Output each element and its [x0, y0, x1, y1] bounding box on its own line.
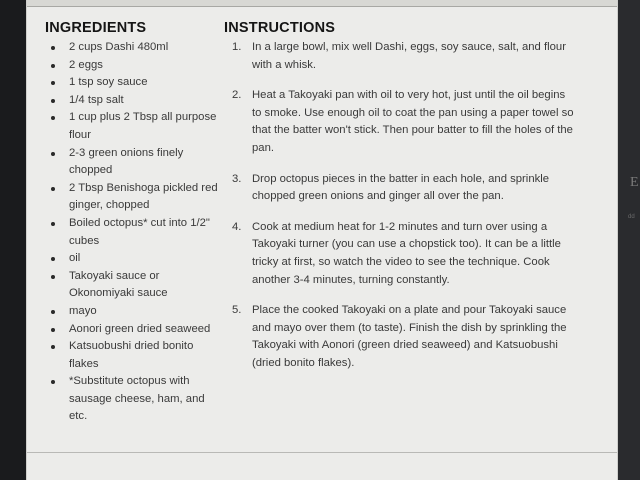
ingredient-item: Aonori green dried seaweed	[45, 321, 225, 339]
step-number: 2.	[232, 89, 242, 102]
background-text: dd	[628, 214, 635, 220]
instructions-column	[224, 20, 574, 386]
ingredient-item: 2 cups Dashi 480ml	[45, 39, 225, 57]
ingredient-item: 2 eggs	[45, 57, 225, 75]
recipe-card	[26, 0, 618, 480]
instruction-step	[224, 219, 574, 289]
ingredients-heading: INGREDIENTS	[45, 20, 147, 36]
step-number: 5.	[232, 304, 242, 317]
instruction-step	[224, 39, 574, 74]
step-number: 3.	[232, 172, 242, 185]
step-text: Cook at medium heat for 1-2 minutes and turn over using a Takoyaki turner (you can use a chopstick too). It can be a little tricky at first, so watch the video to see the technique. Cook another 3-4 minutes, turning constantly.	[252, 220, 561, 286]
step-text: Drop octopus pieces in the batter in each hole, and sprinkle chopped green onions and ginger all over the pan.	[252, 172, 550, 203]
instruction-step	[224, 171, 574, 206]
ingredient-item: Katsuobushi dried bonito flakes	[45, 338, 225, 373]
ingredients-list	[45, 39, 225, 426]
ingredient-item: oil	[45, 250, 225, 268]
instructions-heading: INSTRUCTIONS	[224, 20, 336, 36]
instructions-list	[224, 39, 574, 373]
ingredient-item: 2-3 green onions finely chopped	[45, 145, 225, 180]
ingredient-item: 1 cup plus 2 Tbsp all purpose flour	[45, 109, 225, 144]
ingredient-item: 2 Tbsp Benishoga pickled red ginger, chopped	[45, 180, 225, 215]
step-number: 1.	[232, 41, 242, 53]
step-text: Heat a Takoyaki pan with oil to very hot, just until the oil begins to smoke. Use enough oil to coat the pan using a paper towel so that the batter won't stick. Then pour batter to fill the holes of the pan.	[252, 89, 574, 154]
ingredients-column	[45, 20, 225, 426]
step-text: Place the cooked Takoyaki on a plate and pour Takoyaki sauce and mayo over them (to taste). Finish the dish by sprinkling the Takoyaki with Aonori (green dried seaweed) and Katsuobushi (dried bonito flakes).	[252, 304, 567, 369]
step-text: In a large bowl, mix well Dashi, eggs, soy sauce, salt, and flour with a whisk.	[252, 41, 566, 71]
background-panel	[616, 0, 640, 480]
instruction-step	[224, 302, 574, 372]
ingredient-item: 1/4 tsp salt	[45, 92, 225, 110]
ingredient-item: 1 tsp soy sauce	[45, 74, 225, 92]
top-divider	[27, 0, 617, 7]
step-number: 4.	[232, 220, 242, 233]
ingredient-item: mayo	[45, 303, 225, 321]
ingredient-item: *Substitute octopus with sausage cheese, ham, and etc.	[45, 373, 225, 426]
ingredient-item: Boiled octopus* cut into 1/2" cubes	[45, 215, 225, 250]
instruction-step	[224, 87, 574, 157]
ingredient-item: Takoyaki sauce or Okonomiyaki sauce	[45, 268, 225, 303]
bottom-divider	[27, 452, 617, 453]
background-glyph: E	[630, 175, 639, 190]
